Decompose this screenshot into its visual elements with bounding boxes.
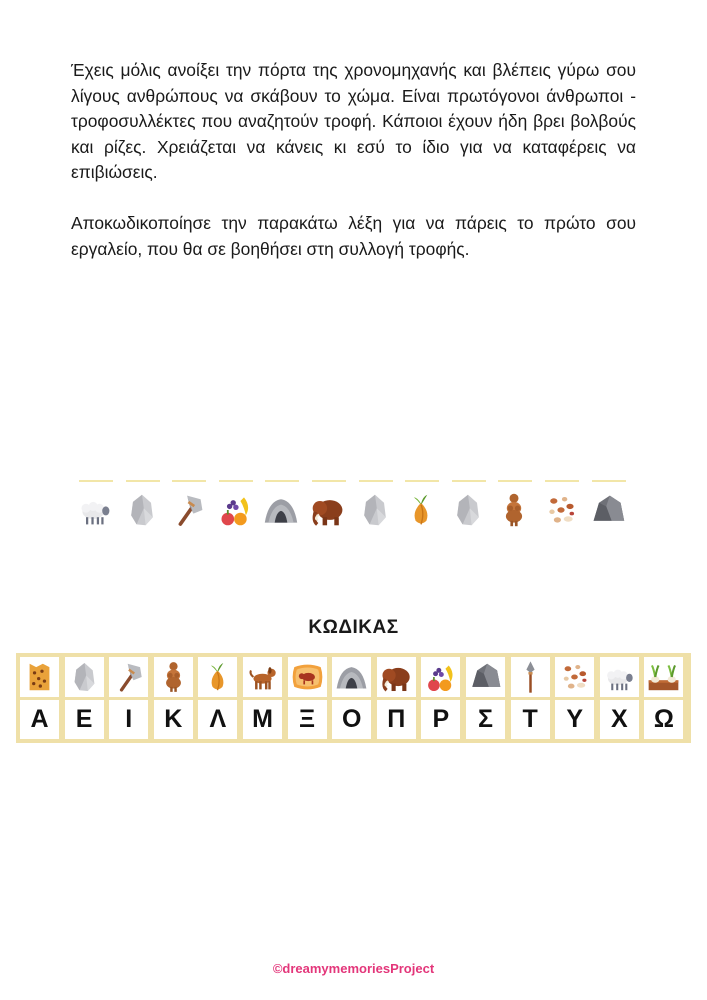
venus-figurine-icon — [496, 492, 532, 530]
rock-icon — [590, 492, 626, 530]
flint-stone-icon — [124, 492, 160, 530]
code-letter: Ι — [109, 700, 148, 739]
code-letter: Τ — [511, 700, 550, 739]
puzzle-slot — [355, 480, 395, 536]
cave-icon — [263, 492, 299, 530]
venus-figurine-icon — [154, 657, 193, 697]
puzzle-row — [75, 480, 645, 540]
footer-credit: ©dreamymemoriesProject — [272, 961, 435, 976]
code-letter: Υ — [555, 700, 594, 739]
fruits-icon — [421, 657, 460, 697]
code-letter: Ρ — [421, 700, 460, 739]
puzzle-slot — [122, 480, 162, 536]
puzzle-slot — [261, 480, 301, 536]
rock-icon — [466, 657, 505, 697]
onion-icon — [403, 492, 439, 530]
leopard-skin-icon — [20, 657, 59, 697]
sheep-icon — [600, 657, 639, 697]
code-letter: Α — [20, 700, 59, 739]
code-letter: Κ — [154, 700, 193, 739]
cave-painting-bison-icon — [288, 657, 327, 697]
cave-icon — [332, 657, 371, 697]
nuts-icon — [555, 657, 594, 697]
puzzle-slot — [168, 480, 208, 536]
code-letter: Π — [377, 700, 416, 739]
code-letter: Χ — [600, 700, 639, 739]
fruits-icon — [217, 492, 253, 530]
puzzle-slot — [215, 480, 255, 536]
code-table — [16, 653, 691, 743]
answer-blank[interactable] — [312, 480, 346, 482]
answer-blank[interactable] — [592, 480, 626, 482]
answer-blank[interactable] — [405, 480, 439, 482]
answer-blank[interactable] — [79, 480, 113, 482]
puzzle-slot — [541, 480, 581, 536]
answer-blank[interactable] — [126, 480, 160, 482]
intro-paragraph-2: Αποκωδικοποίησε την παρακάτω λέξη για να πάρεις το πρώτο σου εργαλείο, που θα σε βοηθήσει στη συλλογή τροφής. — [71, 213, 636, 259]
puzzle-slot — [448, 480, 488, 536]
code-letter: Ε — [65, 700, 104, 739]
flint-stone-icon — [357, 492, 393, 530]
code-letter: Ξ — [288, 700, 327, 739]
answer-blank[interactable] — [498, 480, 532, 482]
puzzle-slot — [494, 480, 534, 536]
mammoth-icon — [377, 657, 416, 697]
intro-paragraph-1: Έχεις μόλις ανοίξει την πόρτα της χρονομηχανής και βλέπεις γύρω σου λίγους ανθρώπους να σκάβουν το χώμα. Είναι πρωτόγονοι άνθρωποι - τροφοσυλλέκτες που αναζητούν τροφή. Κάποιοι έχουν ήδη βρει βολβούς και ρίζες. Χρειάζεται να κάνεις κι εσύ το ίδιο για να καταφέρεις να επιβιώσεις. — [71, 60, 636, 183]
puzzle-slot — [75, 480, 115, 536]
answer-blank[interactable] — [359, 480, 393, 482]
answer-blank[interactable] — [219, 480, 253, 482]
onion-icon — [198, 657, 237, 697]
answer-blank[interactable] — [172, 480, 206, 482]
dog-icon — [243, 657, 282, 697]
code-title: ΚΩΔΙΚΑΣ — [308, 617, 399, 638]
flint-stone-icon — [65, 657, 104, 697]
code-letter: Μ — [243, 700, 282, 739]
puzzle-slot — [401, 480, 441, 536]
sprouting-bulbs-icon — [644, 657, 683, 697]
code-letter: Ω — [644, 700, 683, 739]
stone-axe-icon — [170, 492, 206, 530]
answer-blank[interactable] — [265, 480, 299, 482]
spear-icon — [511, 657, 550, 697]
sheep-icon — [77, 492, 113, 530]
puzzle-slot — [588, 480, 628, 536]
mammoth-icon — [310, 492, 346, 530]
stone-axe-icon — [109, 657, 148, 697]
answer-blank[interactable] — [545, 480, 579, 482]
nuts-icon — [543, 492, 579, 530]
puzzle-slot — [308, 480, 348, 536]
code-letter: Λ — [198, 700, 237, 739]
flint-stone-icon — [450, 492, 486, 530]
code-letter: Ο — [332, 700, 371, 739]
code-letter: Σ — [466, 700, 505, 739]
answer-blank[interactable] — [452, 480, 486, 482]
